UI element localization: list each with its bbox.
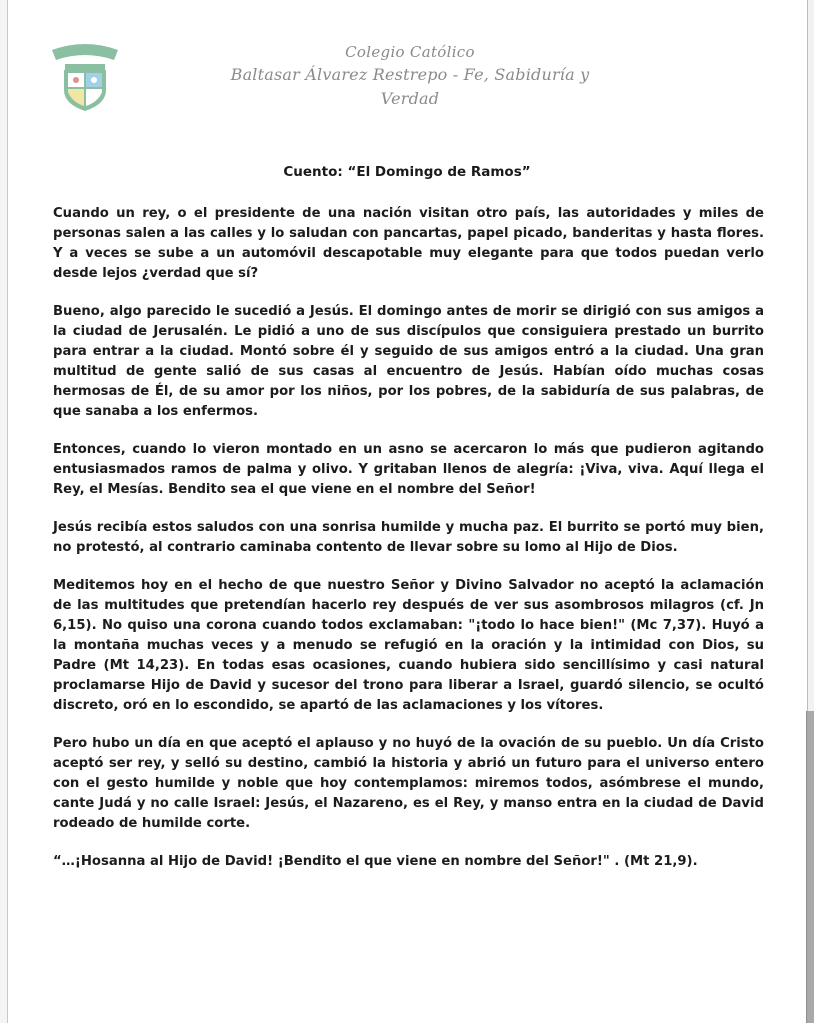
school-crest-icon bbox=[50, 40, 120, 112]
paragraph: Bueno, algo parecido le sucedió a Jesús. El domingo antes de morir se dirigió con sus amigos a la ciudad de Jerusalén. Le pidió a uno de sus discípulos que consiguiera prestado un burrito para entrar a la ciudad. Montó sobre él y seguido de sus amigos entró a la ciudad. Una gran multitud de gente salió de sus casas al encuentro de Jesús. Habían oído muchas cosas hermosas de Él, de su amor por los niños, por los pobres, de la sabiduría de sus palabras, de que sanaba a los enfermos. bbox=[53, 304, 764, 419]
paragraph: Entonces, cuando lo vieron montado en un asno se acercaron lo más que pudieron agitando entusiasmados ramos de palma y olivo. Y gritaban llenos de alegría: ¡Viva, viva. Aquí llega el Rey, el Mesías. Bendito sea el que viene en el nombre del Señor! bbox=[53, 442, 764, 497]
paragraph: Meditemos hoy en el hecho de que nuestro Señor y Divino Salvador no aceptó la aclamación de las multitudes que pretendían hacerlo rey después de ver sus asombrosos milagros (cf. Jn 6,15). No quiso una corona cuando todos exclamaban: "¡todo lo hace bien!" (Mc 7,37). Huyó a la montaña muchas veces y a menudo se refugió en la oración y la intimidad con Dios, su Padre (Mt 14,23). En todas esas ocasiones, cuando hubiera sido sencillísimo y casi natural proclamarse Hijo de David y sucesor del trono para liberar a Israel, guardó silencio, se ocultó discreto, oró en lo escondido, se apartó de las aclamaciones y los vítores. bbox=[53, 578, 764, 713]
story-title: Cuento: “El Domingo de Ramos” bbox=[283, 164, 531, 180]
closing-quote: “…¡Hosanna al Hijo de David! ¡Bendito el que viene en nombre del Señor!" . (Mt 21,9). bbox=[53, 854, 698, 869]
paragraph: Jesús recibía estos saludos con una sonrisa humilde y mucha paz. El burrito se portó muy bien, no protestó, al contrario caminaba contento de llevar sobre su lomo al Hijo de Dios. bbox=[53, 520, 764, 555]
letterhead bbox=[200, 42, 620, 111]
school-type: Colegio Católico bbox=[345, 43, 475, 61]
paragraph: Pero hubo un día en que aceptó el aplauso y no huyó de la ovación de su pueblo. Un día Cristo aceptó ser rey, y selló su destino, cambió la historia y abrió un futuro para el universo entero con el gesto humilde y noble que hoy contemplamos: miremos todos, asómbrese el mundo, cante Judá y no calle Israel: Jesús, el Nazareno, es el Rey, y manso entra en la ciudad de David rodeado de humilde corte. bbox=[53, 736, 764, 831]
paragraph: Cuando un rey, o el presidente de una nación visitan otro país, las autoridades y miles de personas salen a las calles y lo saludan con pancartas, papel picado, banderitas y hasta flores. Y a veces se sube a un automóvil descapotable muy elegante para que todos puedan verlo desde lejos ¿verdad que sí? bbox=[53, 206, 764, 281]
school-name-motto: Baltasar Álvarez Restrepo - Fe, Sabiduría y Verdad bbox=[230, 65, 590, 108]
story-body bbox=[53, 204, 764, 890]
scrollbar-thumb[interactable] bbox=[806, 711, 814, 1023]
